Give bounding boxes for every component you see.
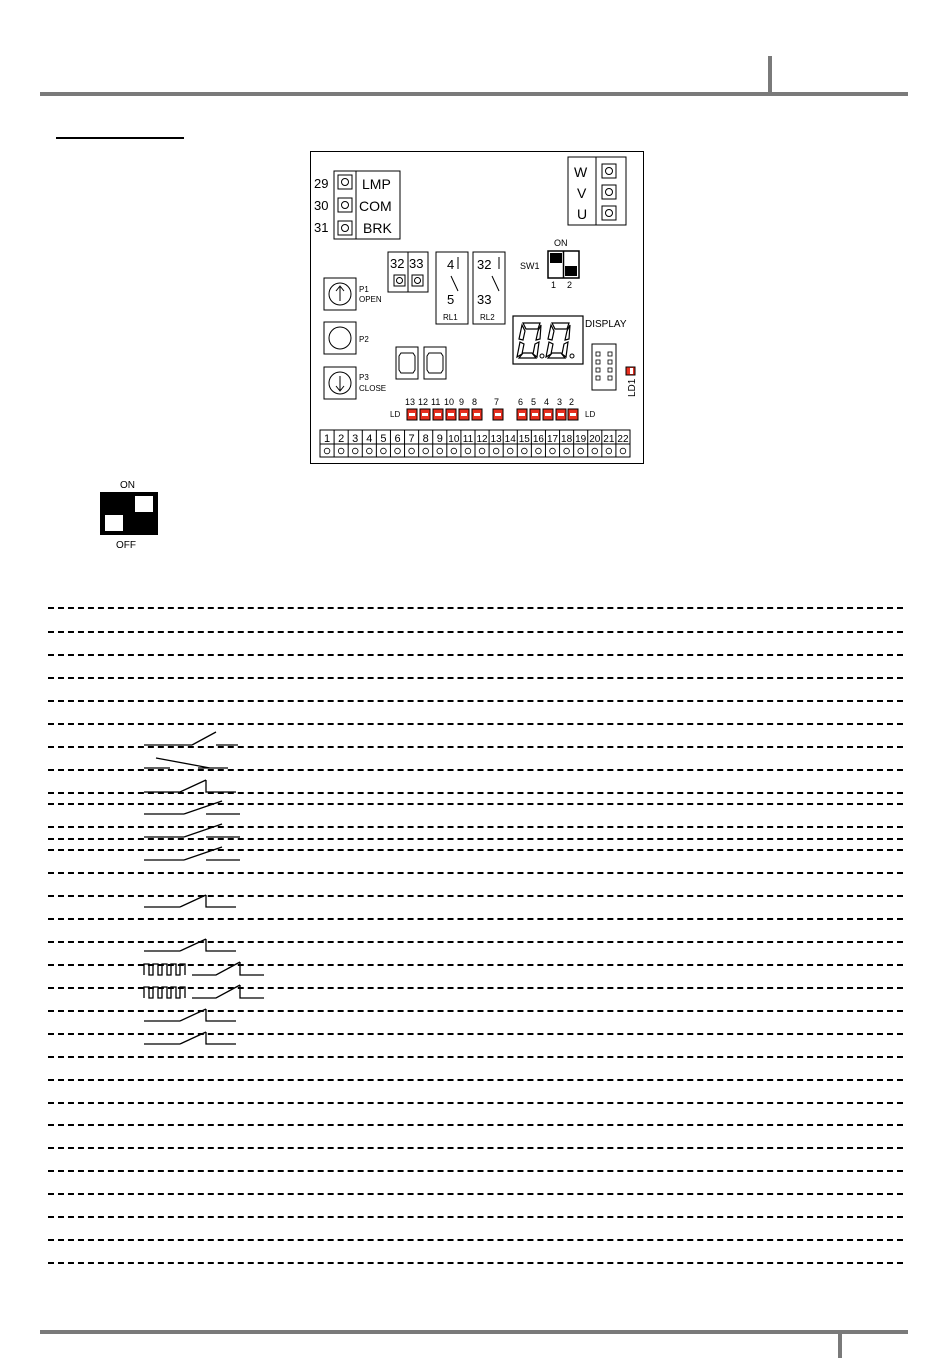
contact-symbol-graphic [140, 728, 270, 750]
header-tick [768, 56, 772, 94]
led-number: 5 [531, 397, 537, 407]
led-number: 13 [405, 397, 416, 407]
terminal-strip-number: 8 [422, 433, 429, 445]
contact-symbol [140, 981, 270, 1003]
terminal-strip-number: 14 [504, 434, 516, 445]
terminal-strip-number: 20 [589, 434, 601, 445]
section-heading-underline [56, 137, 184, 139]
svg-text:P1: P1 [359, 285, 369, 294]
contact-symbol [140, 775, 270, 797]
svg-text:32: 32 [390, 256, 405, 271]
svg-text:ON: ON [554, 238, 568, 248]
contact-symbol [140, 934, 270, 956]
dashed-row-line [48, 1239, 903, 1241]
dashed-row-line [48, 723, 903, 725]
contact-symbol [140, 820, 270, 842]
contact-symbol-graphic [140, 820, 270, 842]
dashed-row-line [48, 654, 903, 656]
svg-text:4: 4 [447, 257, 455, 272]
led-number: 7 [494, 397, 500, 407]
terminal-strip-number: 22 [617, 434, 629, 445]
terminal-strip-number: 12 [476, 434, 488, 445]
terminal-strip-number: 10 [448, 434, 460, 445]
contact-symbol [140, 958, 270, 980]
dashed-row-line [48, 1102, 903, 1104]
svg-text:33: 33 [409, 256, 424, 271]
terminal-strip-number: 4 [366, 433, 373, 445]
terminal-strip-number: 3 [352, 433, 359, 445]
terminal-strip-number: 19 [575, 434, 587, 445]
contact-symbol-graphic [140, 981, 270, 1003]
led-number: 11 [431, 397, 441, 407]
terminal-strip-number: 17 [546, 434, 559, 445]
contact-symbol-graphic [140, 934, 270, 956]
terminal-strip-number: 21 [603, 434, 615, 445]
terminal-strip-number: 2 [338, 433, 345, 445]
contact-symbol-graphic [140, 1027, 270, 1049]
contact-symbol-graphic [140, 775, 270, 797]
dashed-row-line [48, 1124, 903, 1126]
dashed-row-line [48, 1170, 903, 1172]
svg-text:DISPLAY: DISPLAY [585, 319, 627, 330]
control-board-diagram [310, 151, 644, 464]
contact-symbol-graphic [140, 751, 270, 773]
svg-text:RL1: RL1 [443, 313, 458, 322]
svg-text:P2: P2 [359, 335, 369, 344]
svg-text:LD1: LD1 [627, 378, 638, 397]
contact-symbol-graphic [140, 1004, 270, 1026]
led-number: 9 [459, 397, 465, 407]
dashed-row-line [48, 1262, 903, 1264]
terminal-strip-number: 7 [408, 433, 415, 445]
svg-text:32: 32 [477, 257, 492, 272]
svg-text:1: 1 [551, 280, 557, 290]
led-number: 2 [569, 397, 575, 407]
terminal-strip-number: 6 [394, 433, 401, 445]
dashed-row-line [48, 918, 903, 920]
dashed-row-line [48, 1193, 903, 1195]
terminal-strip-number: 18 [561, 434, 573, 445]
terminal-strip-number: 9 [436, 433, 443, 445]
svg-text:2: 2 [567, 280, 573, 290]
footer-rule [40, 1330, 908, 1334]
led-row-label-left: LD [390, 410, 401, 419]
terminal-label: BRK [363, 220, 392, 236]
terminal-strip-number: 1 [323, 433, 331, 445]
dashed-row-line [48, 631, 903, 633]
svg-text:SW1: SW1 [520, 261, 540, 271]
motor-terminal-label: U [577, 206, 588, 222]
led-number: 3 [557, 397, 563, 407]
svg-text:RL2: RL2 [480, 313, 495, 322]
contact-symbol [140, 797, 270, 819]
svg-text:5: 5 [447, 292, 455, 307]
terminal-strip-number: 11 [462, 434, 474, 445]
dashed-row-line [48, 700, 903, 702]
led-number: 12 [418, 397, 429, 407]
svg-text:33: 33 [477, 292, 492, 307]
dashed-row-line [48, 607, 903, 609]
contact-symbol-graphic [140, 797, 270, 819]
contact-symbol [140, 1004, 270, 1026]
dashed-row-line [48, 1216, 903, 1218]
terminal-label: COM [359, 198, 392, 214]
led-row-label-right: LD [585, 410, 596, 419]
svg-text:OPEN: OPEN [359, 295, 382, 304]
dashed-row-line [48, 677, 903, 679]
terminal-number: 30 [314, 198, 329, 213]
dip-switch-legend [98, 478, 162, 552]
dashed-row-line [48, 1147, 903, 1149]
dashed-row-line [48, 1056, 903, 1058]
terminal-number: 29 [314, 176, 329, 191]
led-number: 8 [472, 397, 478, 407]
dip-legend-off-label: OFF [116, 540, 136, 551]
led-number: 4 [544, 397, 550, 407]
contact-symbol [140, 1027, 270, 1049]
terminal-strip-number: 13 [490, 434, 502, 445]
contact-symbol-graphic [140, 958, 270, 980]
terminal-strip-number: 5 [380, 433, 387, 445]
contact-symbol [140, 890, 270, 912]
contact-symbol [140, 843, 270, 865]
terminal-number: 31 [314, 220, 329, 235]
svg-text:CLOSE: CLOSE [359, 384, 387, 393]
header-rule [40, 92, 908, 96]
terminal-label: LMP [362, 176, 391, 192]
terminal-strip-number: 15 [518, 434, 530, 445]
terminal-strip-number: 16 [532, 434, 544, 445]
footer-tick [838, 1332, 842, 1358]
motor-terminal-label: W [574, 164, 588, 180]
contact-symbol-graphic [140, 843, 270, 865]
led-number: 10 [444, 397, 455, 407]
svg-text:P3: P3 [359, 373, 369, 382]
contact-symbol [140, 751, 270, 773]
dashed-row-line [48, 872, 903, 874]
contact-symbol [140, 728, 270, 750]
dashed-row-line [48, 1079, 903, 1081]
led-number: 6 [518, 397, 524, 407]
contact-symbol-graphic [140, 890, 270, 912]
motor-terminal-label: V [577, 185, 587, 201]
dip-legend-on-label: ON [120, 480, 135, 491]
